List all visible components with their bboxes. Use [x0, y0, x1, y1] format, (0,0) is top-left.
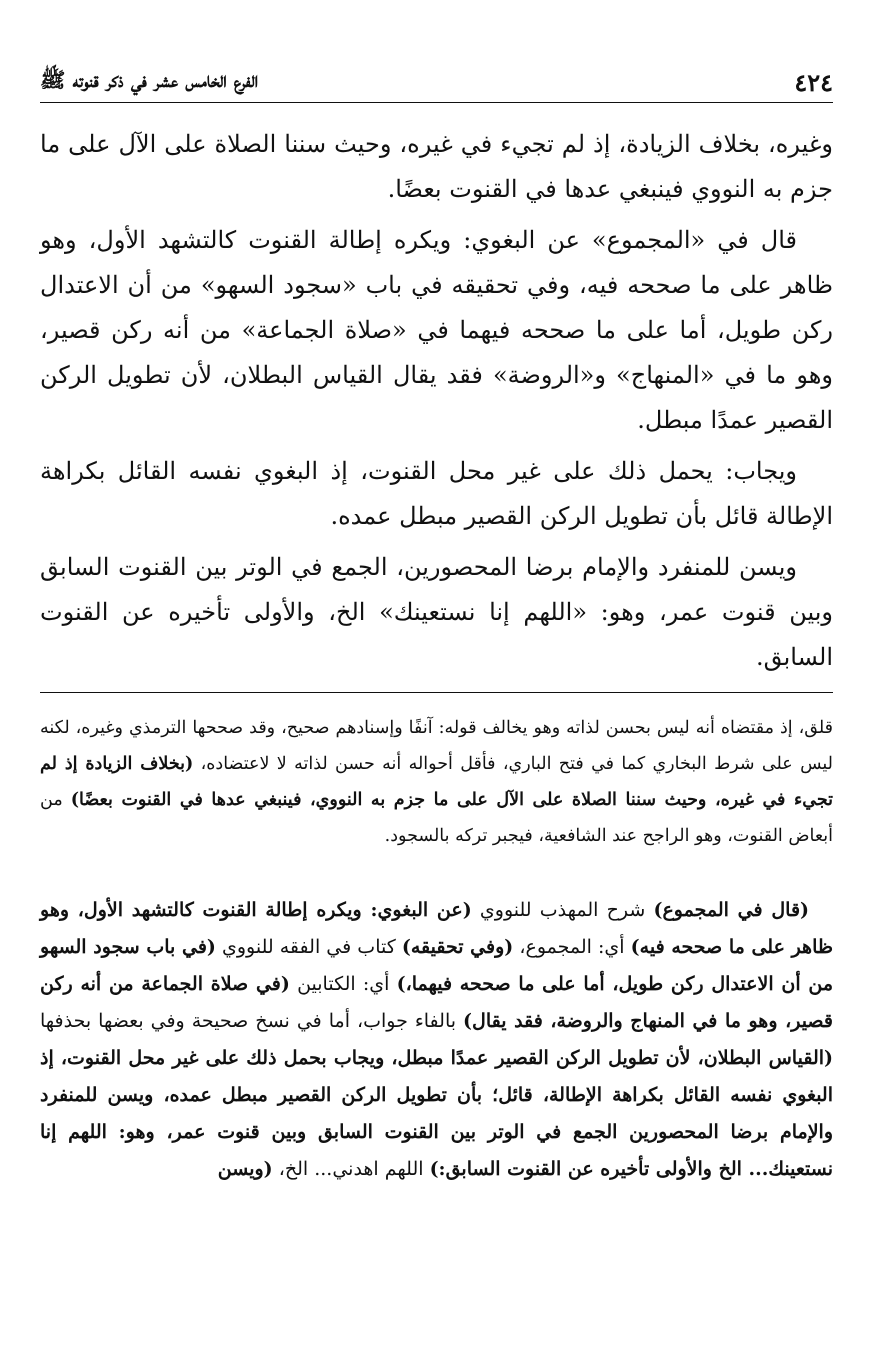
footnote-divider	[40, 692, 833, 693]
main-paragraph: قال في «المجموع» عن البغوي: ويكره إطالة القنوت كالتشهد الأول، وهو ظاهر على ما صححه فيه، وفي تحقيقه في باب «سجود السهو» من أن الاعتدال ركن طويل، أما على ما صححه فيهما في «صلاة الجماعة» من أنه ركن قصير، وهو ما في «المنهاج» و«الروضة» فقد يقال القياس البطلان، لأن تطويل الركن القصير عمدًا مبطل.	[40, 226, 833, 434]
quoted-matn: (عن البغوي: ويكره إطالة القنوت كالتشهد الأول، وهو ظاهر على ما صححه فيه)	[40, 899, 833, 958]
running-title: الفرع الخامس عشر في ذكر قنوته ﷺ	[40, 66, 259, 92]
commentary	[40, 710, 833, 1188]
commentary-text: شرح المهذب للنووي	[471, 899, 654, 921]
main-paragraph: وغيره، بخلاف الزيادة، إذ لم تجيء في غيره، وحيث سننا الصلاة على الآل على ما جزم به النووي فينبغي عدها في القنوت بعضًا.	[40, 130, 833, 203]
commentary-text: أي: الكتابين	[289, 973, 397, 995]
main-paragraph: ويسن للمنفرد والإمام برضا المحصورين، الجمع في الوتر بين القنوت السابق وبين قنوت عمر، وهو: «اللهم إنا نستعينك» الخ، والأولى تأخيره عن القنوت السابق.	[40, 553, 833, 671]
quoted-matn: (ويسن	[217, 1158, 273, 1180]
running-header	[40, 62, 833, 103]
quoted-matn: (بخلاف الزيادة إذ لم تجيء في غيره، وحيث سننا الصلاة على الآل على ما جزم به النووي، فينبغي عدها في القنوت بعضًا)	[40, 754, 833, 810]
main-text	[40, 122, 833, 686]
quoted-matn: (في باب سجود السهو من أن الاعتدال ركن طويل، أما على ما صححه فيهما،)	[40, 936, 833, 995]
commentary-paragraph	[40, 892, 833, 1188]
quoted-matn: (في صلاة الجماعة من أنه ركن قصير، وهو ما في المنهاج والروضة، فقد يقال)	[40, 973, 833, 1032]
commentary-text: أي: المجموع،	[513, 936, 631, 958]
commentary-text: من أبعاض القنوت، وهو الراجح عند الشافعية، فيجبر تركه بالسجود.	[40, 790, 833, 846]
quoted-matn: (وفي تحقيقه)	[401, 936, 514, 958]
quoted-matn: (القياس البطلان، لأن تطويل الركن القصير عمدًا مبطل، ويجاب بحمل ذلك على غير محل القنوت، إذ البغوي نفسه القائل بكراهة الإطالة، قائل؛ بأن تطويل الركن القصير مبطل عمده، ويسن للمنفرد والإمام برضا المحصورين الجمع في الوتر بين القنوت السابق وبين قنوت عمر، وهو: اللهم إنا نستعينك... الخ والأولى تأخيره عن القنوت السابق:)	[40, 1047, 833, 1180]
main-paragraph: ويجاب: يحمل ذلك على غير محل القنوت، إذ البغوي نفسه القائل بكراهة الإطالة قائل بأن تطويل الركن القصير مبطل عمده.	[40, 457, 833, 530]
commentary-paragraph	[40, 710, 833, 854]
commentary-text: كتاب في الفقه للنووي	[215, 936, 402, 958]
page-number: ٤٢٤	[794, 67, 833, 97]
quoted-matn: (قال في المجموع)	[653, 899, 810, 921]
commentary-text: بالفاء جواب، أما في نسخ صحيحة وفي بعضها بحذفها	[40, 1010, 464, 1032]
commentary-text: قلق، إذ مقتضاه أنه ليس بحسن لذاته وهو يخالف قوله: آنفًا وإسنادهم صحيح، وقد صححها الترمذي وغيره، لكنه ليس على شرط البخاري كما في فتح الباري، فأقل أحواله أنه حسن لذاته لا لاعتضاده،	[40, 718, 833, 774]
commentary-text: اللهم اهدني... الخ،	[272, 1158, 430, 1180]
